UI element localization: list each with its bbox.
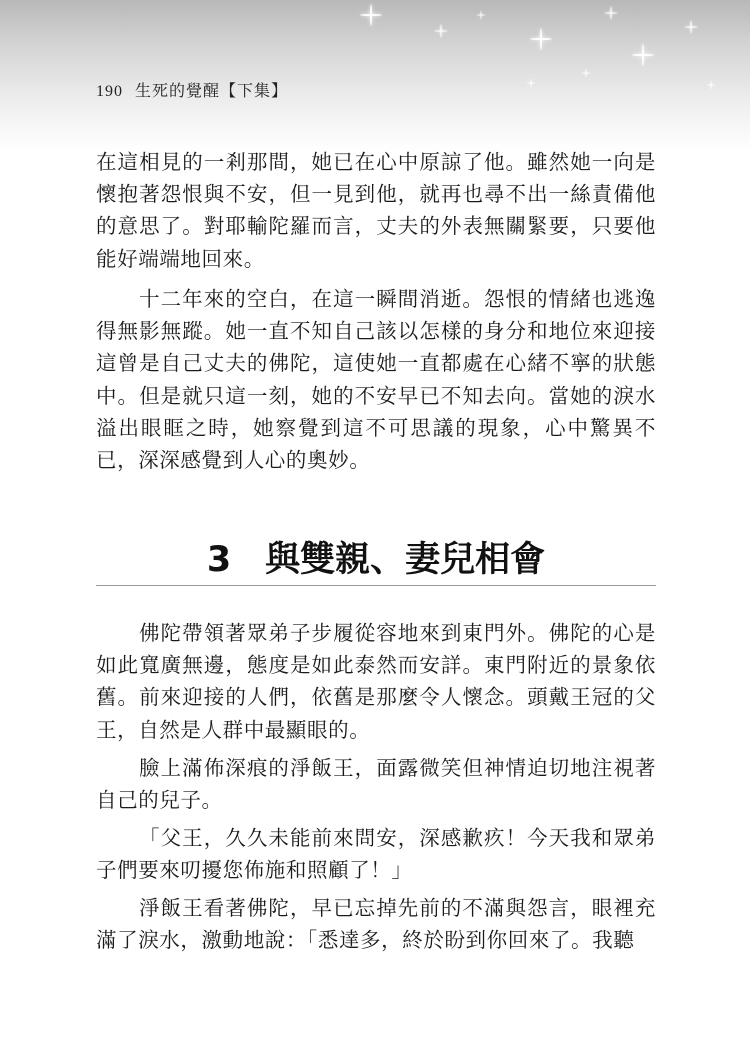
chapter-number: 3 bbox=[206, 540, 232, 580]
sparkle-decoration bbox=[684, 20, 697, 33]
body-paragraph: 在這相見的一剎那間，她已在心中原諒了他。雖然她一向是懷抱著怨恨與不安，但一見到他，就再也尋不出一絲責備他的意思了。對耶輸陀羅而言，丈夫的外表無關緊要，只要他能好端端地回來。 bbox=[96, 150, 656, 271]
body-paragraph: 「父王，久久未能前來問安，深感歉疚！今天我和眾弟子們要來叨擾您佈施和照顧了！」 bbox=[96, 826, 656, 883]
body-paragraph: 臉上滿佈深痕的淨飯王，面露微笑但神情迫切地注視著自己的兒子。 bbox=[96, 756, 656, 813]
body-paragraph: 十二年來的空白，在這一瞬間消逝。怨恨的情緒也逃逸得無影無蹤。她一直不知自己該以怎樣的身分和地位來迎接這曾是自己丈夫的佛陀，這使她一直都處在心緒不寧的狀態中。但是就只這一刻，她的不安早已不知去向。當她的淚水溢出眼眶之時，她察覺到這不可思議的現象，心中驚異不已，深深感覺到人心的奧妙。 bbox=[96, 287, 656, 473]
header-background bbox=[0, 0, 750, 150]
chapter-heading bbox=[96, 534, 656, 586]
body-paragraph: 佛陀帶領著眾弟子步履從容地來到東門外。佛陀的心是如此寬廣無邊，態度是如此泰然而安詳。東門附近的景象依舊。前來迎接的人們，依舊是那麼令人懷念。頭戴王冠的父王，自然是人群中最顯眼的。 bbox=[96, 621, 656, 742]
sparkle-decoration bbox=[604, 6, 617, 19]
sparkle-decoration bbox=[527, 79, 536, 88]
sparkle-decoration bbox=[582, 69, 591, 78]
book-title: 生死的覺醒【下集】 bbox=[135, 81, 289, 100]
page-number: 190 bbox=[96, 83, 123, 100]
sparkle-decoration bbox=[530, 28, 552, 50]
sparkle-decoration bbox=[632, 44, 654, 66]
sparkle-decoration bbox=[707, 81, 716, 90]
running-header bbox=[96, 78, 288, 101]
sparkle-decoration bbox=[434, 24, 447, 37]
sparkle-decoration bbox=[477, 11, 486, 20]
sparkle-decoration bbox=[360, 4, 382, 26]
chapter-title: 與雙親、妻兒相會 bbox=[265, 540, 546, 580]
chapter-underline bbox=[96, 585, 656, 586]
body-paragraph: 淨飯王看著佛陀，早已忘掉先前的不滿與怨言，眼裡充滿了淚水，激動地說：「悉達多，終於盼到你回來了。我聽 bbox=[96, 896, 656, 953]
